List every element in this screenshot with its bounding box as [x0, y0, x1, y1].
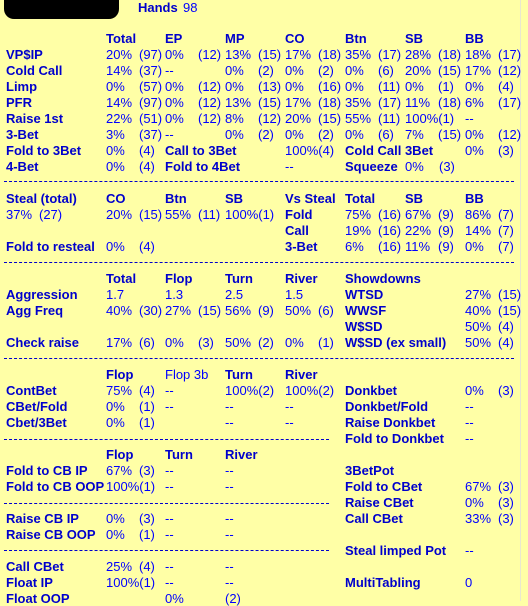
- vs-cbet-cell: 0%: [165, 591, 184, 606]
- vs-cbet-cell: --: [225, 463, 234, 478]
- 3betpot-value: 67%: [465, 479, 492, 494]
- cbet-col-header: Flop 3b: [165, 367, 209, 382]
- pre-cell-value: 0%: [225, 127, 244, 142]
- post-cell-value: 17%: [106, 335, 133, 350]
- pre-cell-count: (12): [498, 63, 522, 78]
- steal-total-count: (27): [39, 207, 63, 222]
- showdowns-heading: Showdowns: [345, 271, 421, 286]
- pre-cell-value: 0%: [465, 79, 484, 94]
- vs-steal-value: 86%: [465, 207, 492, 222]
- four-bet-label: 4-Bet: [6, 159, 39, 174]
- pre-cell-count: (6): [378, 127, 394, 142]
- steal-total-label: Steal (total): [6, 191, 77, 206]
- vs-steal-row-label: 3-Bet: [285, 239, 318, 254]
- vs-cbet-cell: (3): [139, 463, 155, 478]
- cbet-col-header: Turn: [225, 367, 253, 382]
- showdown-value: 27%: [465, 287, 492, 302]
- pre-cell-value: 0%: [345, 127, 364, 142]
- hands-value: 98: [183, 0, 198, 15]
- vs-cbet-cell: --: [165, 559, 174, 574]
- vs-cbet-cell: --: [225, 559, 234, 574]
- pre-cell-count: (15): [258, 95, 282, 110]
- showdown-value: 50%: [465, 319, 492, 334]
- pre-cell-count: (1): [438, 79, 454, 94]
- vs-steal-value: 11%: [405, 239, 431, 254]
- squeeze-value: 0%: [405, 159, 424, 174]
- pre-cell-count: (37): [139, 63, 163, 78]
- cbet-col-header: Flop: [106, 367, 134, 382]
- fold-to-3bet-value: 0%: [106, 143, 125, 158]
- pre-col-header: BB: [465, 31, 484, 46]
- pre-cell-value: 22%: [106, 111, 133, 126]
- vs-steal-col-sb: SB: [405, 191, 424, 206]
- vs-steal-value: 75%: [345, 207, 372, 222]
- donk-value: --: [465, 399, 474, 414]
- vs-steal-col-total: Total: [345, 191, 376, 206]
- post-col-header: Total: [106, 271, 137, 286]
- 3betpot-value: 33%: [465, 511, 492, 526]
- vs-cbet-cell: 100%(1): [106, 479, 156, 494]
- pre-cell-value: 35%: [345, 95, 372, 110]
- donk-row-label: Donkbet: [345, 383, 397, 398]
- vs-cbet-cell: (4): [139, 559, 155, 574]
- pre-cell-value: 0%: [225, 63, 244, 78]
- vs-cbet-cell: 25%: [106, 559, 133, 574]
- vs-cbet-cell: 67%: [106, 463, 133, 478]
- vs-steal-count: (7): [498, 239, 514, 254]
- vs-steal-count: (7): [498, 223, 514, 238]
- post-cell-value: 50%: [225, 335, 252, 350]
- pre-cell-value: 0%: [106, 79, 125, 94]
- pre-cell-count: (6): [378, 63, 394, 78]
- donk-row-label: Raise Donkbet: [345, 415, 436, 430]
- cbet-cell: --: [285, 415, 294, 430]
- steal-co-value: 20%: [106, 207, 133, 222]
- pre-col-header: EP: [165, 31, 183, 46]
- fold-to-3bet-count: (4): [139, 143, 155, 158]
- pre-cell-value: 20%: [405, 63, 432, 78]
- four-bet-count: (4): [139, 159, 155, 174]
- showdown-value: 50%: [465, 335, 492, 350]
- pre-cell-count: (17): [378, 95, 402, 110]
- pre-cell-value: 13%: [225, 95, 252, 110]
- post-cell-value: 1.5: [285, 287, 304, 302]
- cbet-cell: --: [165, 383, 174, 398]
- pre-cell-value: 11%: [405, 95, 431, 110]
- pre-cell-value: 0%: [285, 79, 304, 94]
- donk-value: 0%: [465, 383, 484, 398]
- vs-steal-row-label: Fold: [285, 207, 313, 222]
- pre-cell-value: 0%: [165, 111, 184, 126]
- fold-to-resteal-label: Fold to resteal: [6, 239, 95, 254]
- 3betpot-count: (3): [498, 511, 514, 526]
- vs-cbet-cell: --: [225, 575, 234, 590]
- vs-cbet-cell: (2): [225, 591, 241, 606]
- cbet-cell: (1): [139, 415, 155, 430]
- pre-cell-count: (12): [498, 127, 522, 142]
- post-cell-count: (30): [139, 303, 163, 318]
- pre-cell-value: 0%: [165, 47, 184, 62]
- 3betpot-row-label: Raise CBet: [345, 495, 414, 510]
- steal-col-sb: SB: [225, 191, 244, 206]
- post-cell-count: (6): [139, 335, 155, 350]
- pre-cell-count: (2): [258, 63, 274, 78]
- pre-cell-value: 20%: [106, 47, 133, 62]
- pre-cell-count: (11): [378, 79, 401, 94]
- showdown-value: 40%: [465, 303, 492, 318]
- pre-cell-value: --: [165, 127, 174, 142]
- call-to-3bet-value: 100%(4): [285, 143, 335, 158]
- vs-steal-count: (9): [438, 223, 454, 238]
- hands-label: Hands: [138, 0, 178, 15]
- squeeze-label: Squeeze: [345, 159, 398, 174]
- vs-steal-count: (16): [378, 239, 402, 254]
- pre-cell-count: (13): [258, 79, 282, 94]
- cbet-row-label: Cbet/3Bet: [6, 415, 67, 430]
- post-cell-value: 56%: [225, 303, 252, 318]
- section-divider: [4, 262, 514, 263]
- post-cell-count: (15): [198, 303, 222, 318]
- pre-row-label: Limp: [6, 79, 38, 94]
- 3betpot-row-label: Fold to CBet: [345, 479, 423, 494]
- pre-cell-count: (17): [498, 95, 522, 110]
- steal-total-value: 37%: [6, 207, 33, 222]
- pre-cell-value: 17%: [285, 95, 312, 110]
- 3betpot-count: (3): [498, 479, 514, 494]
- pre-col-header: MP: [225, 31, 245, 46]
- steal-sb-value: 100%(1): [225, 207, 275, 222]
- post-cell-value: 1.7: [106, 287, 125, 302]
- vs-cbet-cell: --: [165, 463, 174, 478]
- vs-cbet-cell: --: [225, 511, 234, 526]
- post-row-label: Aggression: [6, 287, 78, 302]
- cold-call-3bet-label: Cold Call 3Bet: [345, 143, 434, 158]
- pre-cell-count: (12): [198, 95, 222, 110]
- vs-cbet-cell: --: [165, 511, 174, 526]
- pre-cell-value: 0%: [225, 79, 244, 94]
- pre-cell-value: --: [465, 111, 474, 126]
- post-cell-count: (2): [258, 335, 274, 350]
- pre-cell-count: (11): [378, 111, 401, 126]
- section-divider: [4, 550, 329, 551]
- vs-steal-count: (16): [378, 207, 402, 222]
- showdown-count: (4): [498, 319, 514, 334]
- pre-row-label: VP$IP: [6, 47, 43, 62]
- cbet-cell: (4): [139, 383, 155, 398]
- vs-steal-count: (16): [378, 223, 402, 238]
- steal-limped-pot-label: Steal limped Pot: [345, 543, 447, 558]
- pre-cell-count: (12): [258, 111, 282, 126]
- pre-cell-value: 0%: [285, 127, 304, 142]
- pre-cell-value: 0%: [165, 79, 184, 94]
- section-divider: [4, 358, 514, 359]
- donk-row-label: Donkbet/Fold: [345, 399, 429, 414]
- post-cell-value: 27%: [165, 303, 192, 318]
- post-cell-value: 0%: [165, 335, 184, 350]
- pre-cell-value: 100%(1): [405, 111, 455, 126]
- vs-cbet-row-label: Raise CB OOP: [6, 527, 96, 542]
- pre-cell-count: (12): [198, 79, 222, 94]
- vs-cbet-col-header: Flop: [106, 447, 134, 462]
- pre-cell-count: (17): [378, 47, 402, 62]
- vs-steal-col-bb: BB: [465, 191, 484, 206]
- pre-cell-value: 14%: [106, 95, 133, 110]
- cbet-row-label: ContBet: [6, 383, 57, 398]
- vs-steal-count: (7): [498, 207, 514, 222]
- pre-cell-count: (12): [198, 111, 222, 126]
- pre-col-header: SB: [405, 31, 424, 46]
- vs-steal-row-label: Call: [285, 223, 309, 238]
- pre-cell-count: (2): [318, 127, 334, 142]
- pre-cell-count: (18): [438, 47, 462, 62]
- vs-steal-value: 22%: [405, 223, 432, 238]
- pre-cell-value: 8%: [225, 111, 244, 126]
- pre-row-label: 3-Bet: [6, 127, 39, 142]
- pre-cell-value: --: [165, 63, 174, 78]
- pre-cell-count: (37): [139, 127, 163, 142]
- pre-cell-count: (15): [258, 47, 282, 62]
- cbet-cell: --: [165, 399, 174, 414]
- vs-steal-value: 67%: [405, 207, 432, 222]
- vs-cbet-cell: --: [165, 575, 174, 590]
- vs-cbet-col-header: Turn: [165, 447, 193, 462]
- cbet-cell: 75%: [106, 383, 133, 398]
- showdown-row-label: WTSD: [345, 287, 384, 302]
- vs-cbet-row-label: Float OOP: [6, 591, 70, 606]
- pre-cell-count: (2): [258, 127, 274, 142]
- post-cell-count: (1): [318, 335, 334, 350]
- cbet-cell: --: [225, 415, 234, 430]
- pre-row-label: Cold Call: [6, 63, 63, 78]
- pre-cell-count: (2): [318, 63, 334, 78]
- fold-to-resteal-count: (4): [139, 239, 155, 254]
- pre-cell-value: 14%: [106, 63, 133, 78]
- vs-cbet-row-label: Raise CB IP: [6, 511, 79, 526]
- pre-cell-value: 17%: [285, 47, 312, 62]
- pre-cell-value: 28%: [405, 47, 432, 62]
- post-row-label: Agg Freq: [6, 303, 64, 318]
- post-col-header: Turn: [225, 271, 253, 286]
- vs-steal-label: Vs Steal: [285, 191, 336, 206]
- pre-cell-value: 0%: [285, 63, 304, 78]
- showdown-count: (4): [498, 335, 514, 350]
- pre-cell-count: (97): [139, 47, 163, 62]
- post-cell-value: 0%: [285, 335, 304, 350]
- vs-steal-value: 19%: [345, 223, 372, 238]
- pre-col-header: CO: [285, 31, 305, 46]
- donk-count: (3): [498, 383, 514, 398]
- pre-cell-count: (18): [318, 47, 342, 62]
- pre-cell-count: (4): [498, 79, 514, 94]
- vs-steal-value: 6%: [345, 239, 364, 254]
- vs-cbet-row-label: Fold to CB OOP: [6, 479, 105, 494]
- cbet-cell: 100%(2): [225, 383, 275, 398]
- cbet-row-label: CBet/Fold: [6, 399, 68, 414]
- fold-to-3bet-label: Fold to 3Bet: [6, 143, 82, 158]
- cbet-cell: 0%: [106, 399, 125, 414]
- pre-cell-count: (97): [139, 95, 163, 110]
- steal-col-btn: Btn: [165, 191, 187, 206]
- pre-cell-value: 0%: [405, 79, 424, 94]
- post-cell-count: (3): [198, 335, 214, 350]
- vs-cbet-row-label: Float IP: [6, 575, 53, 590]
- pre-cell-count: (18): [318, 95, 342, 110]
- pre-cell-count: (15): [438, 127, 462, 142]
- cbet-cell: (1): [139, 399, 155, 414]
- post-cell-count: (6): [318, 303, 334, 318]
- section-divider: [4, 181, 514, 182]
- post-cell-value: 50%: [285, 303, 312, 318]
- steal-co-count: (15): [139, 207, 163, 222]
- vs-cbet-col-header: River: [225, 447, 258, 462]
- pre-cell-value: 3%: [106, 127, 125, 142]
- pre-cell-count: (18): [438, 95, 462, 110]
- steal-btn-count: (11): [198, 207, 221, 222]
- vs-cbet-cell: --: [165, 527, 174, 542]
- pre-cell-value: 0%: [345, 63, 364, 78]
- showdown-count: (15): [498, 287, 522, 302]
- donk-value: --: [465, 431, 474, 446]
- pre-col-header: Total: [106, 31, 137, 46]
- vs-cbet-cell: 0%: [106, 527, 125, 542]
- showdown-row-label: W$SD: [345, 319, 383, 334]
- steal-btn-value: 55%: [165, 207, 192, 222]
- steal-limped-pot-value: --: [465, 543, 474, 558]
- section-divider: [4, 439, 329, 440]
- vs-cbet-cell: --: [225, 527, 234, 542]
- fold-to-resteal-value: 0%: [106, 239, 125, 254]
- 3betpot-value: 0%: [465, 495, 484, 510]
- pre-cell-value: 0%: [165, 95, 184, 110]
- pre-cell-value: 13%: [225, 47, 252, 62]
- pre-cell-count: (16): [318, 79, 342, 94]
- pre-cell-count: (15): [438, 63, 462, 78]
- vs-cbet-cell: --: [225, 479, 234, 494]
- pre-cell-value: 20%: [285, 111, 312, 126]
- vs-cbet-cell: (1): [139, 527, 155, 542]
- pre-cell-value: 7%: [405, 127, 424, 142]
- cbet-col-header: River: [285, 367, 318, 382]
- steal-col-co: CO: [106, 191, 126, 206]
- vs-steal-value: 14%: [465, 223, 492, 238]
- pre-cell-count: (15): [318, 111, 342, 126]
- pre-row-label: PFR: [6, 95, 32, 110]
- pre-cell-value: 0%: [345, 79, 364, 94]
- multitabling-label: MultiTabling: [345, 575, 421, 590]
- cbet-cell: --: [225, 399, 234, 414]
- cbet-cell: --: [285, 399, 294, 414]
- pre-col-header: Btn: [345, 31, 367, 46]
- call-to-3bet-label: Call to 3Bet: [165, 143, 237, 158]
- cbet-cell: 100%(2): [285, 383, 335, 398]
- vs-steal-count: (9): [438, 239, 454, 254]
- fold-to-4bet-value: --: [285, 159, 294, 174]
- vs-cbet-row-label: Fold to CB IP: [6, 463, 88, 478]
- showdown-row-label: WWSF: [345, 303, 387, 318]
- pre-cell-count: (57): [139, 79, 163, 94]
- fold-to-4bet-label: Fold to 4Bet: [165, 159, 241, 174]
- pre-cell-value: 18%: [465, 47, 492, 62]
- vs-cbet-cell: (3): [139, 511, 155, 526]
- 3betpot-count: (3): [498, 495, 514, 510]
- pre-cell-count: (12): [198, 47, 222, 62]
- pre-cell-count: (51): [139, 111, 163, 126]
- donk-row-label: Fold to Donkbet: [345, 431, 444, 446]
- cbet-cell: 0%: [106, 415, 125, 430]
- post-cell-value: 1.3: [165, 287, 184, 302]
- post-cell-value: 40%: [106, 303, 133, 318]
- 3betpot-heading: 3BetPot: [345, 463, 395, 478]
- pre-cell-value: 35%: [345, 47, 372, 62]
- squeeze-count: (3): [439, 159, 455, 174]
- pre-cell-value: 55%: [345, 111, 372, 126]
- pre-row-label: Raise 1st: [6, 111, 64, 126]
- showdown-row-label: W$SD (ex small): [345, 335, 447, 350]
- vs-steal-count: (9): [438, 207, 454, 222]
- pre-cell-value: 6%: [465, 95, 484, 110]
- player-name-redaction: [4, 0, 119, 19]
- post-col-header: River: [285, 271, 318, 286]
- pre-cell-count: (17): [498, 47, 522, 62]
- post-row-label: Check raise: [6, 335, 79, 350]
- showdown-count: (15): [498, 303, 522, 318]
- donk-value: --: [465, 415, 474, 430]
- vs-cbet-cell: 100%(1): [106, 575, 156, 590]
- post-cell-count: (9): [258, 303, 274, 318]
- four-bet-value: 0%: [106, 159, 125, 174]
- post-col-header: Flop: [165, 271, 193, 286]
- pre-cell-value: 0%: [465, 127, 484, 142]
- multitabling-value: 0: [465, 575, 473, 590]
- post-cell-value: 2.5: [225, 287, 244, 302]
- cold-call-3bet-count: (3): [498, 143, 514, 158]
- pre-cell-value: 17%: [465, 63, 492, 78]
- section-divider: [4, 503, 329, 504]
- 3betpot-row-label: Call CBet: [345, 511, 403, 526]
- vs-steal-value: 0%: [465, 239, 484, 254]
- cold-call-3bet-value: 0%: [465, 143, 484, 158]
- vs-cbet-row-label: Call CBet: [6, 559, 64, 574]
- vs-cbet-cell: 0%: [106, 511, 125, 526]
- vs-cbet-cell: --: [165, 479, 174, 494]
